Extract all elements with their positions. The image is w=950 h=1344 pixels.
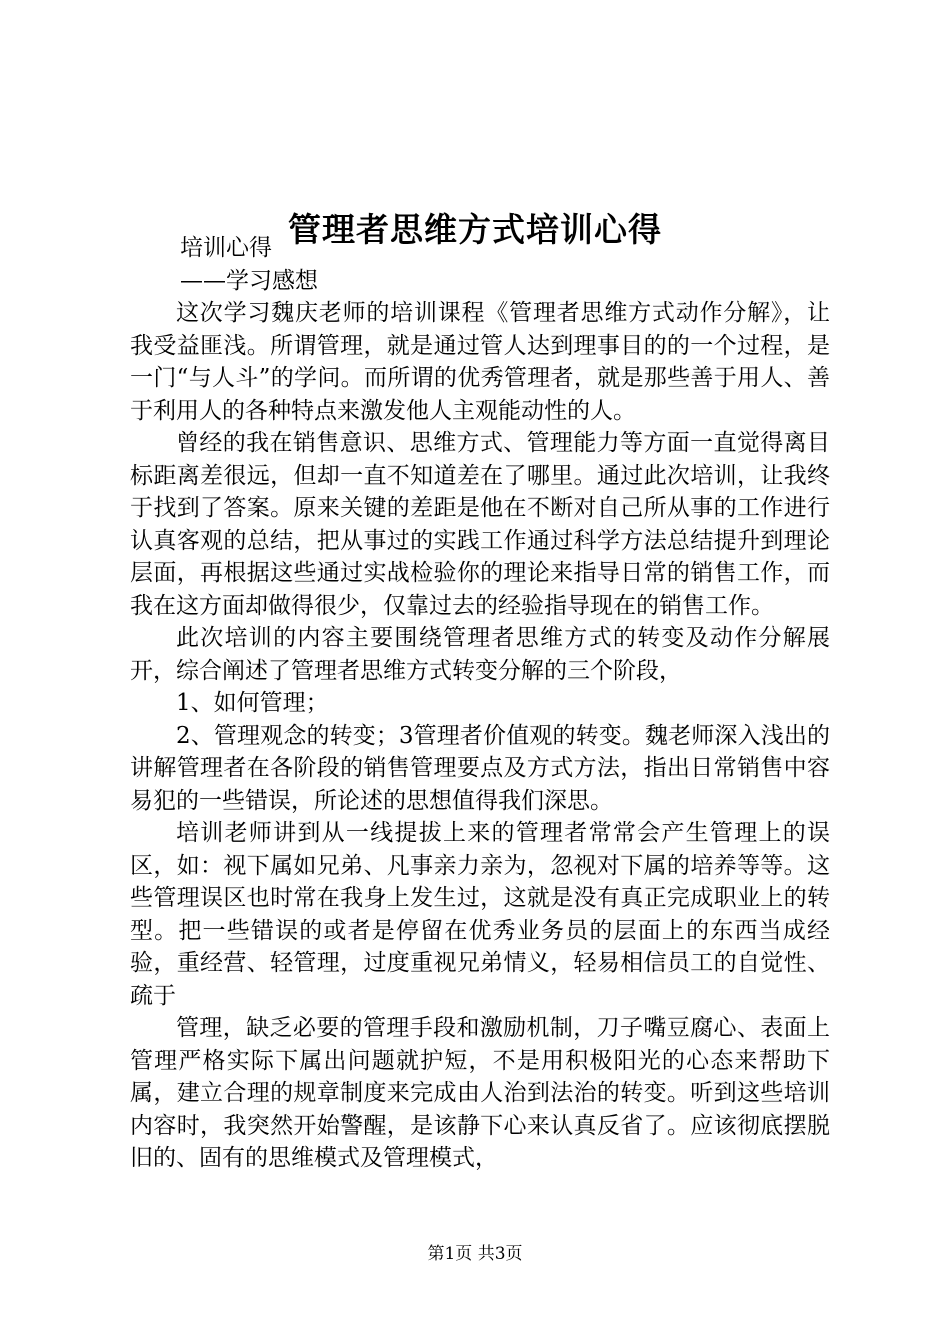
paragraph: 2、管理观念的转变；3管理者价值观的转变。魏老师深入浅出的讲解管理者在各阶段的销售管理要点及方式方法，指出日常销售中容易犯的一些错误，所论述的思想值得我们深思。: [130, 722, 830, 814]
paragraph: 管理，缺乏必要的管理手段和激励机制，刀子嘴豆腐心、表面上管理严格实际下属出问题就护短，不是用积极阳光的心态来帮助下属，建立合理的规章制度来完成由人治到法治的转变。听到这些培训内容时，我突然开始警醒，是该静下心来认真反省了。应该彻底摆脱旧的、固有的思维模式及管理模式，: [130, 1015, 830, 1171]
paragraph: 这次学习魏庆老师的培训课程《管理者思维方式动作分解》，让我受益匪浅。所谓管理，就是通过管人达到理事目的的一个过程，是一门“与人斗”的学问。而所谓的优秀管理者，就是那些善于用人、善于利用人的各种特点来激发他人主观能动性的人。: [130, 300, 830, 424]
paragraph-subtitle: 培训心得: [180, 235, 272, 261]
paragraph: 曾经的我在销售意识、思维方式、管理能力等方面一直觉得离目标距离差很远，但却一直不知道差在了哪里。通过此次培训，让我终于找到了答案。原来关键的差距是他在不断对自己所从事的工作进行认真客观的总结，把从事过的实践工作通过科学方法总结提升到理论层面，再根据这些通过实战检验你的理论来指导日常的销售工作，而我在这方面却做得很少，仅靠过去的经验指导现在的销售工作。: [130, 430, 830, 619]
document-body: [130, 232, 830, 1175]
paragraph-subtitle-dash: ——学习感想: [180, 267, 318, 294]
paragraph: 培训老师讲到从一线提拔上来的管理者常常会产生管理上的误区，如：视下属如兄弟、凡事亲力亲为，忽视对下属的培养等等。这些管理误区也时常在我身上发生过，这就是没有真正完成职业上的转型。把一些错误的或者是停留在优秀业务员的层面上的东西当成经验，重经营、轻管理，过度重视兄弟情义，轻易相信员工的自觉性、疏于: [130, 820, 830, 1009]
paragraph: 此次培训的内容主要围绕管理者思维方式的转变及动作分解展开，综合阐述了管理者思维方式转变分解的三个阶段，: [130, 625, 830, 684]
page-footer: 第1页 共3页: [427, 1244, 523, 1264]
paragraph: 1、如何管理；: [176, 690, 329, 716]
document-title: 管理者思维方式培训心得: [288, 210, 662, 250]
